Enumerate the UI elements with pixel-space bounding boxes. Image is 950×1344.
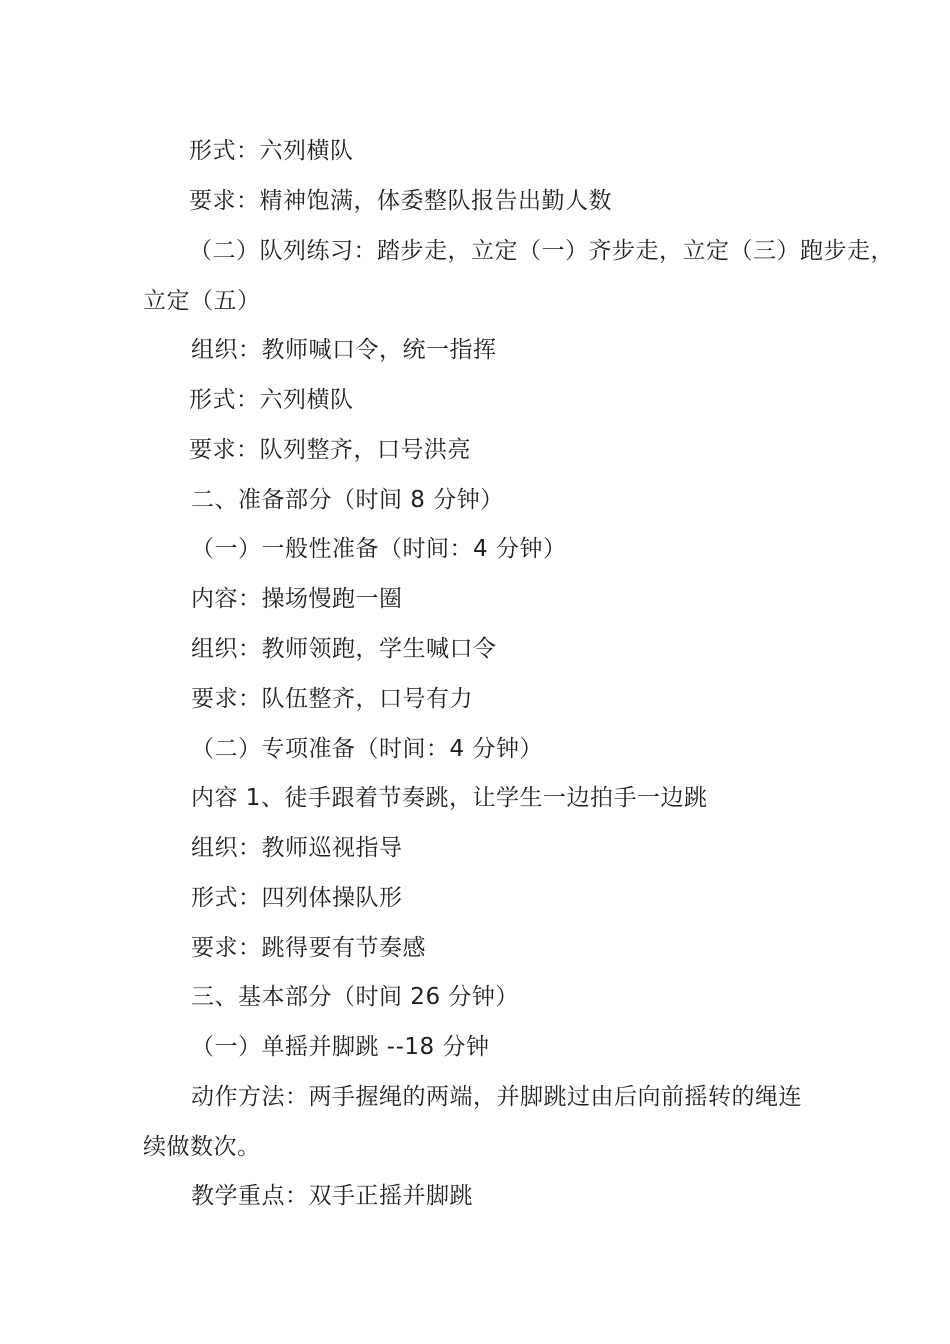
text-line: 立定（五） xyxy=(143,288,261,314)
text-line: 教学重点：双手正摇并脚跳 xyxy=(191,1183,473,1209)
subsection-heading: （二）专项准备（时间：4 分钟） xyxy=(191,736,543,762)
text-line: （二）队列练习：踏步走，立定（一）齐步走，立定（三）跑步走， xyxy=(189,238,894,264)
text-line: 要求：精神饱满，体委整队报告出勤人数 xyxy=(189,188,612,214)
text-line: 要求：队列整齐，口号洪亮 xyxy=(189,437,471,463)
text-line: 组织：教师领跑，学生喊口令 xyxy=(191,636,497,662)
text-line: 形式：六列横队 xyxy=(189,387,354,413)
text-line: 形式：六列横队 xyxy=(189,138,354,164)
subsection-heading: （一）单摇并脚跳 --18 分钟 xyxy=(191,1034,490,1060)
text-line: 内容 1、徒手跟着节奏跳，让学生一边拍手一边跳 xyxy=(191,785,708,811)
text-line: 续做数次。 xyxy=(143,1134,261,1160)
section-heading: 三、基本部分（时间 26 分钟） xyxy=(191,984,519,1010)
text-line: 要求：队伍整齐，口号有力 xyxy=(191,686,473,712)
text-line: 形式：四列体操队形 xyxy=(191,885,403,911)
text-line: 内容：操场慢跑一圈 xyxy=(191,586,403,612)
section-heading: 二、准备部分（时间 8 分钟） xyxy=(191,487,504,513)
text-line: 组织：教师巡视指导 xyxy=(191,835,403,861)
text-line: 要求：跳得要有节奏感 xyxy=(191,935,426,961)
text-line: 动作方法：两手握绳的两端，并脚跳过由后向前摇转的绳连 xyxy=(191,1084,802,1110)
text-line: 组织：教师喊口令，统一指挥 xyxy=(191,337,497,363)
subsection-heading: （一）一般性准备（时间：4 分钟） xyxy=(191,536,567,562)
